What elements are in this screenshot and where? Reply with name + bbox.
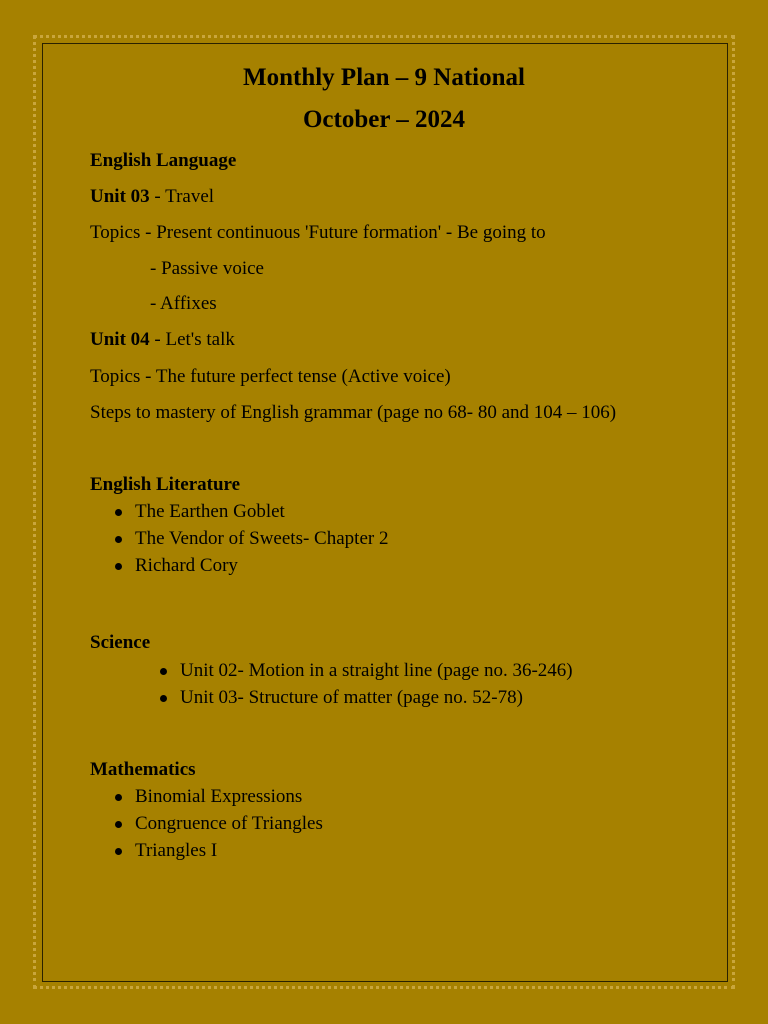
list-item: Congruence of Triangles (90, 810, 323, 837)
unit-03-text: - Travel (149, 186, 215, 207)
english-literature-heading: English Literature (90, 474, 241, 495)
topics-line-1: Topics - Present continuous 'Future formation' - Be going to (90, 222, 546, 243)
mathematics-heading: Mathematics (90, 759, 196, 780)
unit-04-text: - Let's talk (149, 329, 235, 350)
list-item: The Vendor of Sweets- Chapter 2 (90, 525, 388, 552)
english-language-heading: English Language (90, 150, 237, 171)
unit-03-label: Unit 03 (90, 186, 150, 207)
list-item: Unit 03- Structure of matter (page no. 52-78) (135, 684, 573, 711)
list-item: Triangles I (90, 837, 323, 864)
page-title: Monthly Plan – 9 National (243, 64, 525, 91)
science-list (135, 657, 573, 711)
science-heading: Science (90, 632, 151, 653)
unit-04-label: Unit 04 (90, 329, 150, 350)
list-item: Unit 02- Motion in a straight line (page no. 36-246) (135, 657, 573, 684)
mathematics-list (90, 783, 323, 864)
topics-line-3: - Affixes (150, 293, 217, 314)
english-literature-list (90, 498, 388, 579)
list-item: Binomial Expressions (90, 783, 323, 810)
unit-03-line (90, 186, 214, 208)
list-item: Richard Cory (90, 552, 388, 579)
unit-04-line (90, 329, 235, 351)
topics-line-2: - Passive voice (150, 258, 264, 279)
list-item: The Earthen Goblet (90, 498, 388, 525)
topics-unit-04: Topics - The future perfect tense (Active voice) (90, 366, 451, 387)
page-subtitle: October – 2024 (302, 106, 465, 133)
grammar-steps-line: Steps to mastery of English grammar (page no 68- 80 and 104 – 106) (90, 402, 617, 423)
